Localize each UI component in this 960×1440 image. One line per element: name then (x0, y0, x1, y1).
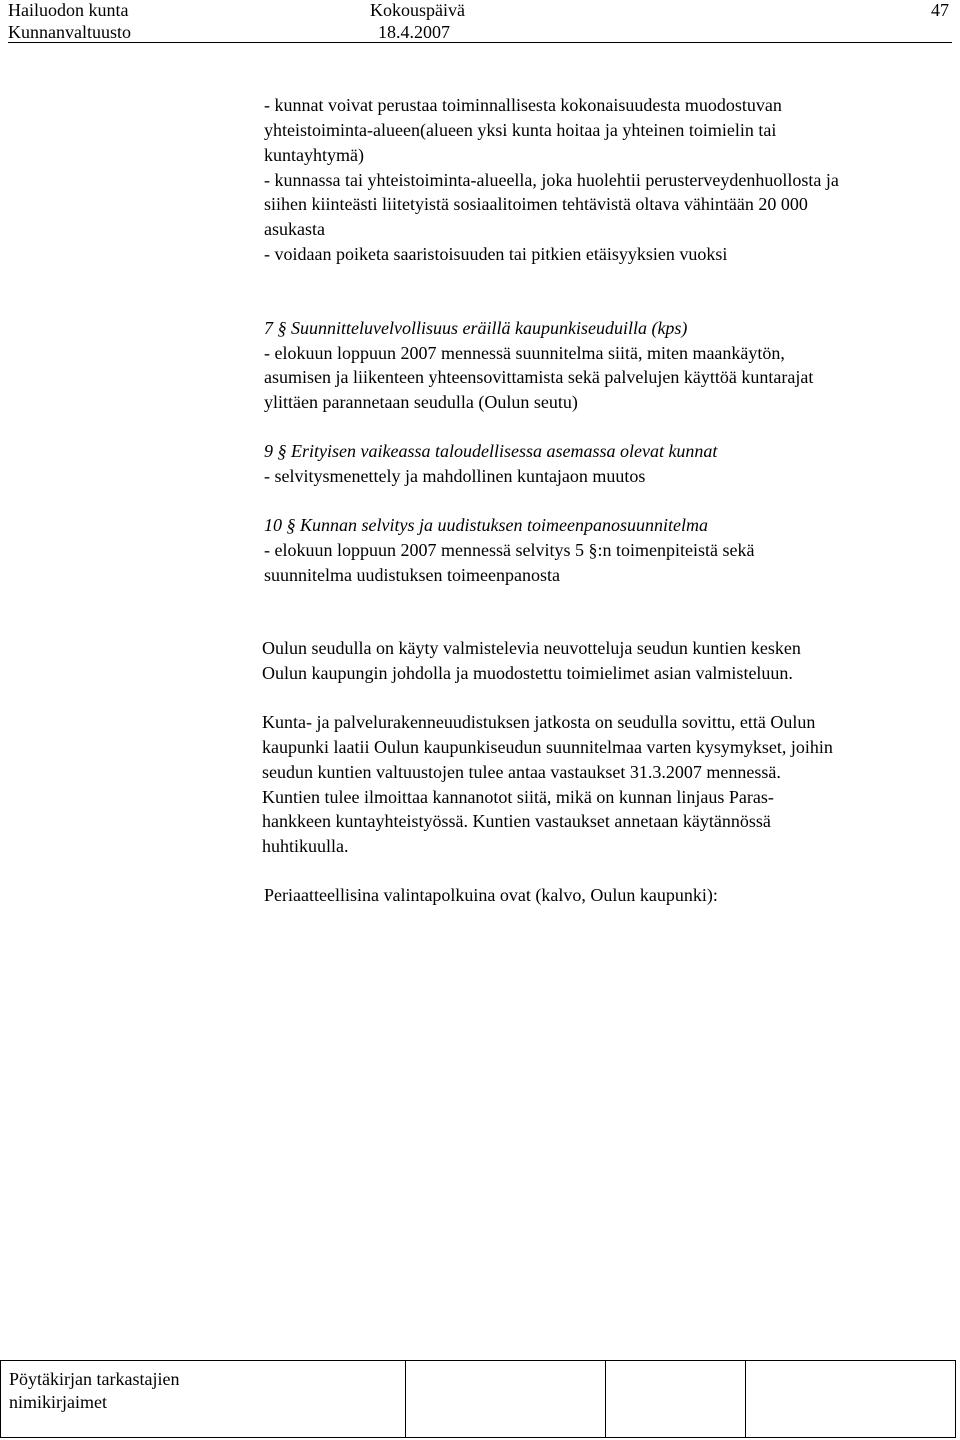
section-heading-7: 7 § Suunnitteluvelvollisuus eräillä kaupunkiseuduilla (kps) (264, 318, 688, 338)
text-line: siihen kiinteästi liitetyistä sosiaalitoimen tehtävistä oltava vähintään 20 000 (264, 194, 808, 214)
text-line: - elokuun loppuun 2007 mennessä selvitys 5 §:n toimenpiteistä sekä (264, 540, 755, 560)
signature-box (0, 1360, 956, 1438)
text-line: ylittäen parannetaan seudulla (Oulun seutu) (264, 392, 578, 412)
page-number: 47 (931, 0, 949, 20)
meeting-day-label: Kokouspäivä (370, 0, 465, 20)
text-line: hankkeen kuntayhteistyössä. Kuntien vastaukset annetaan käytännössä (262, 811, 771, 831)
text-line: Oulun seudulla on käyty valmistelevia neuvotteluja seudun kuntien kesken (262, 638, 801, 658)
text-line: kaupunki laatii Oulun kaupunkiseudun suunnitelmaa varten kysymykset, joihin (262, 737, 833, 757)
signature-cell-divider (405, 1361, 406, 1437)
text-line: seudun kuntien valtuustojen tulee antaa vastaukset 31.3.2007 mennessä. (262, 762, 781, 782)
council-name: Kunnanvaltuusto (8, 22, 131, 42)
text-line: Kunta- ja palvelurakenneuudistuksen jatkosta on seudulla sovittu, että Oulun (262, 712, 816, 732)
section-heading-10: 10 § Kunnan selvitys ja uudistuksen toimeenpanosuunnitelma (264, 515, 708, 535)
text-line: - elokuun loppuun 2007 mennessä suunnitelma siitä, miten maankäytön, (264, 343, 785, 363)
text-line: - voidaan poiketa saaristoisuuden tai pitkien etäisyyksien vuoksi (264, 244, 728, 264)
text-line: suunnitelma uudistuksen toimeenpanosta (264, 565, 560, 585)
footer-label-line2: nimikirjaimet (9, 1392, 107, 1412)
text-line: Kuntien tulee ilmoittaa kannanotot siitä, mikä on kunnan linjaus Paras- (262, 787, 774, 807)
text-line: - selvitysmenettely ja mahdollinen kuntajaon muutos (264, 466, 646, 486)
meeting-date: 18.4.2007 (378, 22, 450, 42)
text-line: huhtikuulla. (262, 836, 349, 856)
text-line: kuntayhtymä) (264, 145, 364, 165)
text-line: Periaatteellisina valintapolkuina ovat (kalvo, Oulun kaupunki): (264, 885, 718, 905)
text-line: - kunnat voivat perustaa toiminnallisesta kokonaisuudesta muodostuvan (264, 95, 782, 115)
text-line: - kunnassa tai yhteistoiminta-alueella, joka huolehtii perusterveydenhuollosta ja (264, 170, 839, 190)
header-divider (8, 42, 952, 43)
text-line: Oulun kaupungin johdolla ja muodostettu toimielimet asian valmisteluun. (262, 663, 793, 683)
section-heading-9: 9 § Erityisen vaikeassa taloudellisessa asemassa olevat kunnat (264, 441, 718, 461)
footer-label-line1: Pöytäkirjan tarkastajien (9, 1369, 180, 1389)
text-line: asumisen ja liikenteen yhteensovittamista sekä palvelujen käyttöä kuntarajat (264, 367, 814, 387)
signature-cell-divider (745, 1361, 746, 1437)
signature-cell-divider (605, 1361, 606, 1437)
municipality-name: Hailuodon kunta (8, 0, 129, 20)
text-line: asukasta (264, 219, 325, 239)
text-line: yhteistoiminta-alueen(alueen yksi kunta hoitaa ja yhteinen toimielin tai (264, 120, 777, 140)
